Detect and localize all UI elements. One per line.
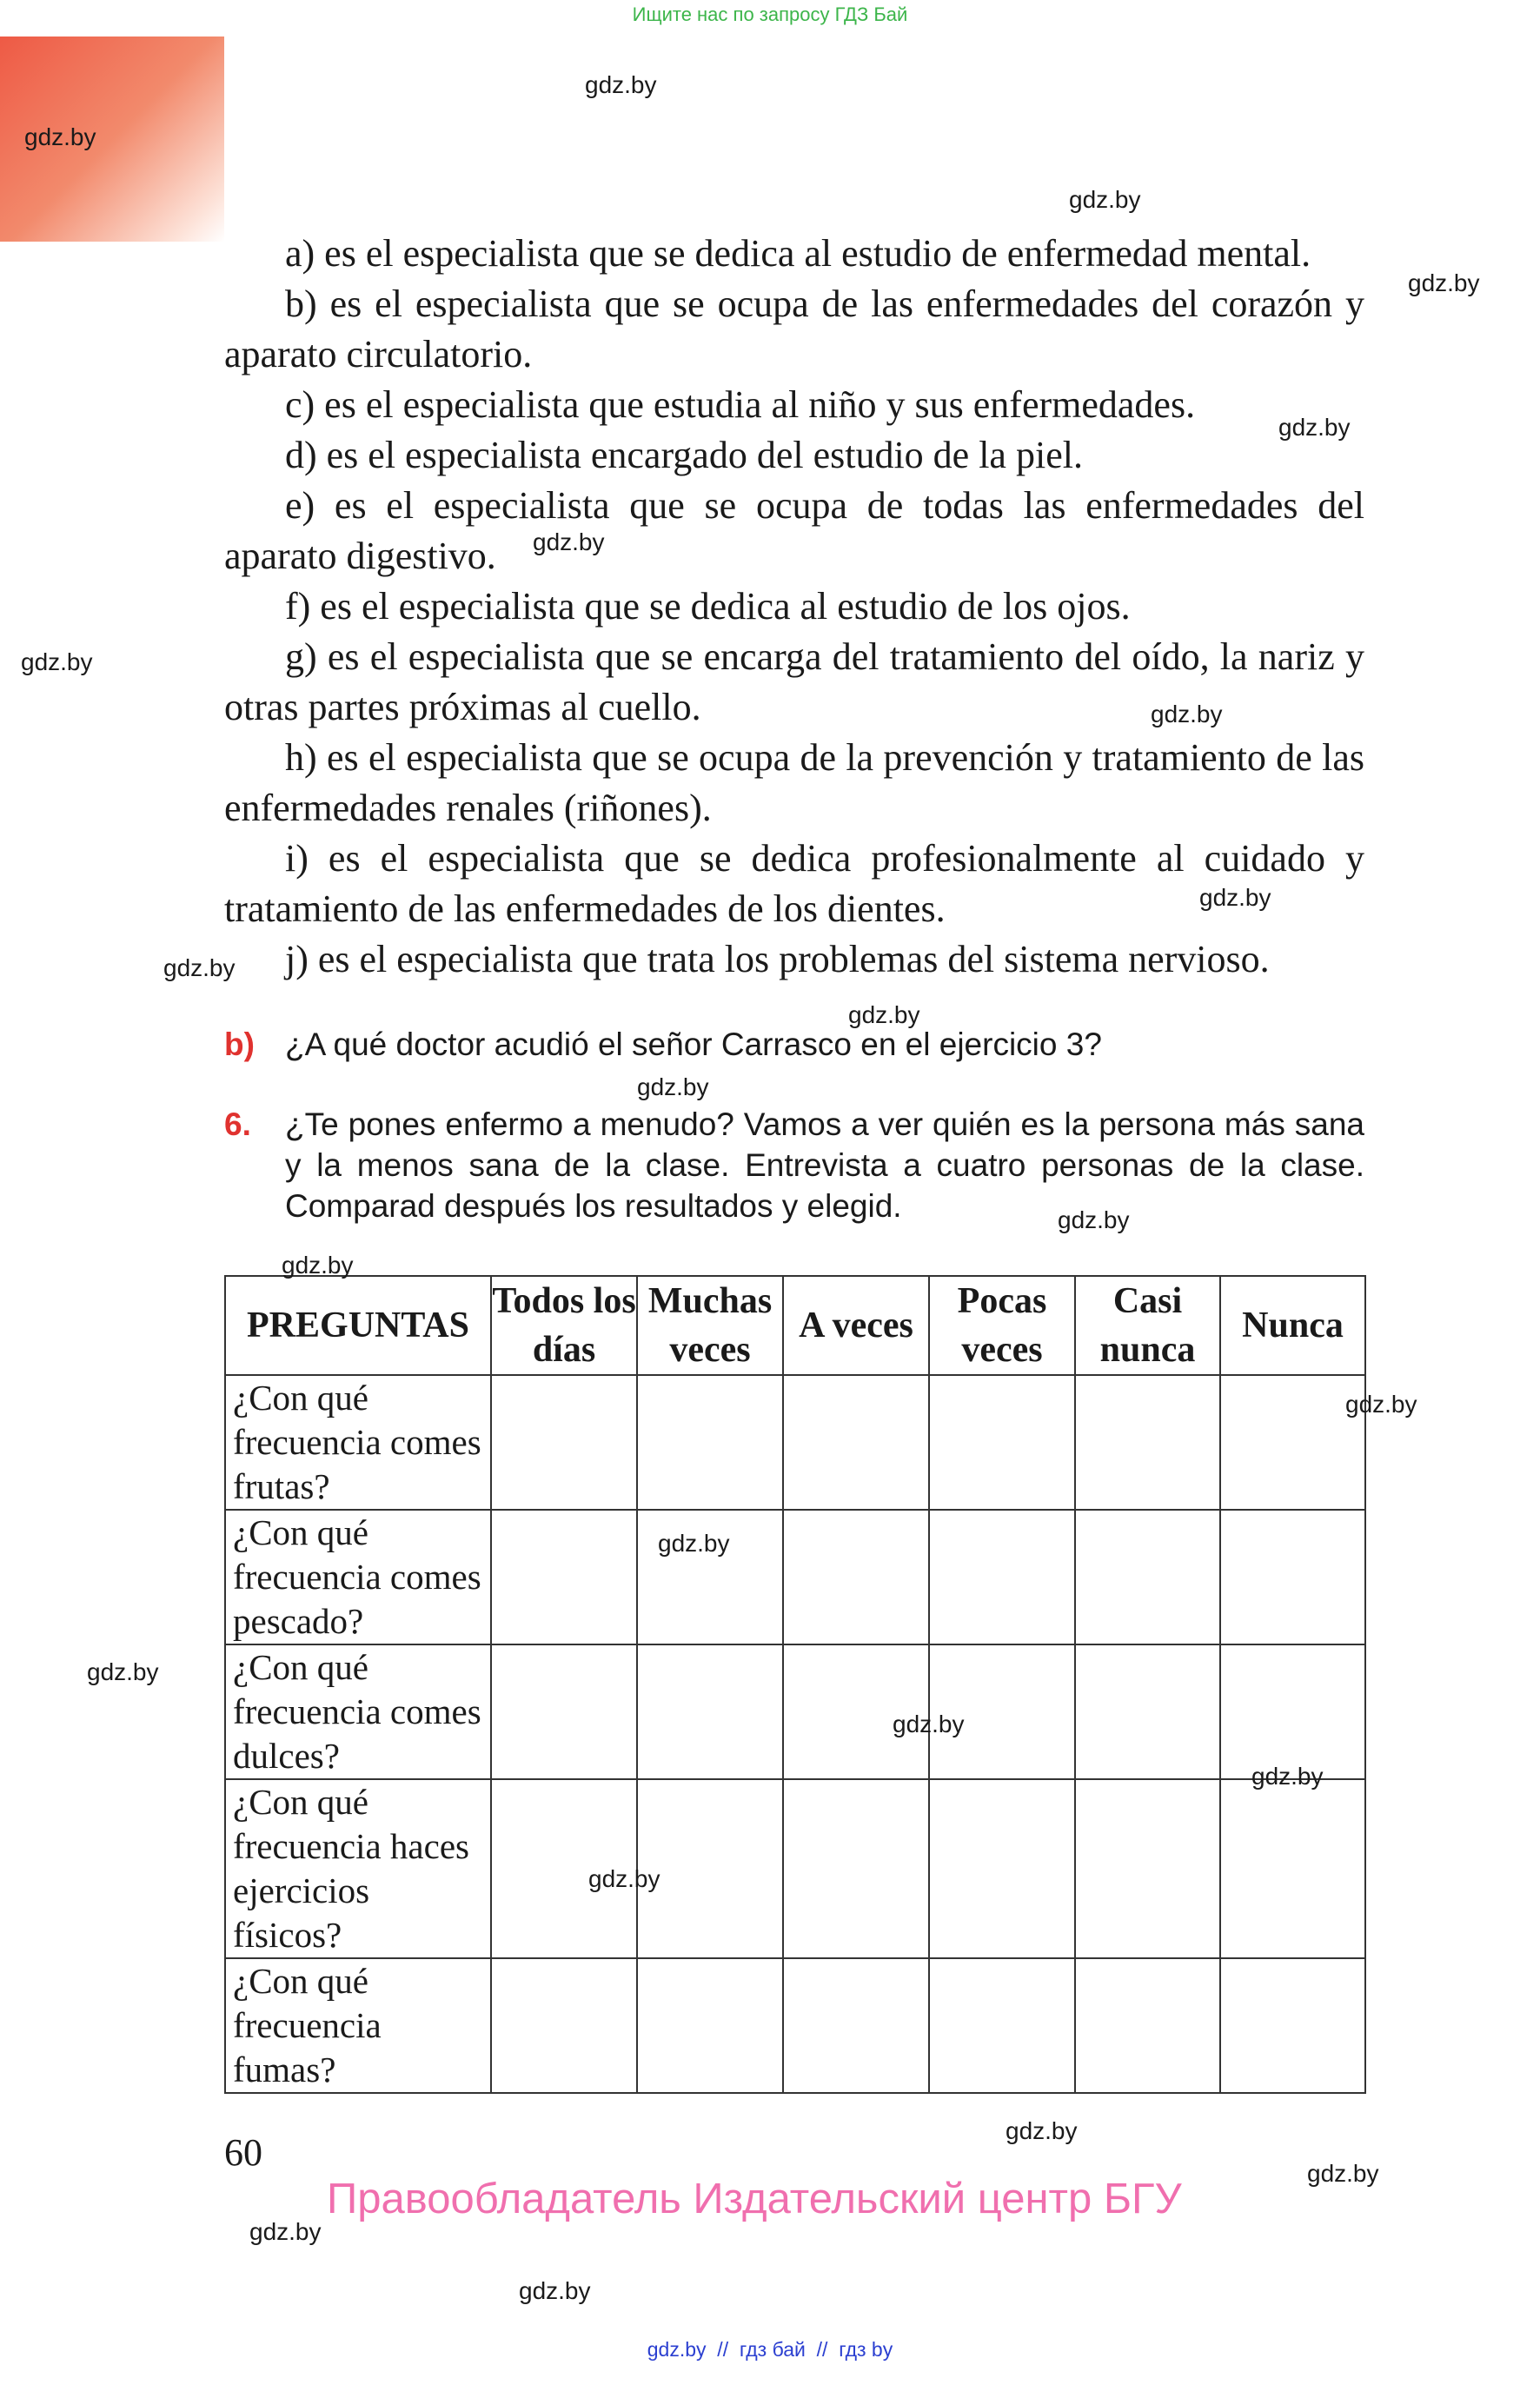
- watermark: gdz.by: [637, 1073, 709, 1100]
- answer-cell[interactable]: [491, 1644, 637, 1779]
- table-row: [225, 1510, 1365, 1644]
- watermark: gdz.by: [1345, 1391, 1417, 1418]
- watermark: gdz.by: [585, 71, 657, 98]
- watermark: gdz.by: [658, 1530, 730, 1557]
- header-todos-los-dias: Todos los días: [491, 1276, 637, 1375]
- question-dulces: ¿Con qué frecuencia comes dulces?: [225, 1644, 491, 1779]
- definition-f: f) es el especialista que se dedica al estudio de los ojos.: [285, 585, 1131, 628]
- answer-cell[interactable]: [929, 1510, 1075, 1644]
- definition-h: h) es el especialista que se ocupa de la prevención y tratamiento de las enfermedades renales (riñones).: [224, 736, 1364, 829]
- task-b-label: b): [224, 1026, 255, 1062]
- definition-b: b) es el especialista que se ocupa de las enfermedades del corazón y aparato circulatorio.: [224, 282, 1364, 375]
- answer-cell[interactable]: [491, 1375, 637, 1510]
- task-6-label: 6.: [224, 1106, 251, 1142]
- answer-cell[interactable]: [929, 1958, 1075, 2093]
- answer-cell[interactable]: [1075, 1375, 1220, 1510]
- page-number: 60: [224, 2131, 262, 2174]
- definition-i: i) es el especialista que se dedica profesionalmente al cuidado y tratamiento de las enfermedades de los dientes.: [224, 837, 1364, 930]
- answer-cell[interactable]: [929, 1375, 1075, 1510]
- answer-cell[interactable]: [1220, 1375, 1365, 1510]
- watermark: gdz.by: [1278, 414, 1351, 441]
- watermark: gdz.by: [249, 2218, 322, 2245]
- answer-cell[interactable]: [1075, 1779, 1220, 1958]
- question-pescado: ¿Con qué frecuencia comes pescado?: [225, 1510, 491, 1644]
- answer-cell[interactable]: [1075, 1510, 1220, 1644]
- task-6-text: ¿Te pones enfermo a menudo? Vamos a ver quién es la persona más sana y la menos sana de la clase. Entrevista a cuatro personas de la clase. Comparad después los resultados y elegid.: [285, 1106, 1364, 1224]
- task-b: [224, 1024, 1364, 1065]
- watermark: gdz.by: [24, 123, 96, 150]
- table-header-row: [225, 1276, 1365, 1375]
- header-a-veces: A veces: [783, 1276, 929, 1375]
- watermark: gdz.by: [1251, 1763, 1324, 1790]
- question-fumas: ¿Con qué frecuencia fumas?: [225, 1958, 491, 2093]
- answer-cell[interactable]: [1220, 1644, 1365, 1779]
- watermark: gdz.by: [163, 954, 236, 981]
- answer-cell[interactable]: [491, 1958, 637, 2093]
- watermark: gdz.by: [1058, 1206, 1130, 1233]
- answer-cell[interactable]: [783, 1375, 929, 1510]
- answer-cell[interactable]: [783, 1779, 929, 1958]
- question-ejercicios: ¿Con qué frecuencia haces ejercicios físicos?: [225, 1779, 491, 1958]
- watermark: gdz.by: [1151, 701, 1223, 727]
- definition-d: d) es el especialista encargado del estudio de la piel.: [285, 434, 1083, 476]
- answer-cell[interactable]: [929, 1779, 1075, 1958]
- answer-cell[interactable]: [637, 1644, 783, 1779]
- answer-cell[interactable]: [1075, 1958, 1220, 2093]
- definition-a: a) es el especialista que se dedica al estudio de enfermedad mental.: [285, 232, 1311, 275]
- answer-cell[interactable]: [1220, 1779, 1365, 1958]
- answer-cell[interactable]: [1220, 1958, 1365, 2093]
- definition-j: j) es el especialista que trata los problemas del sistema nervioso.: [285, 938, 1270, 980]
- watermark: gdz.by: [1408, 269, 1480, 296]
- rights-holder: Правообладатель Издательский центр БГУ: [327, 2176, 1182, 2222]
- question-frutas: ¿Con qué frecuencia comes frutas?: [225, 1375, 491, 1510]
- header-casi-nunca: Casi nunca: [1075, 1276, 1220, 1375]
- watermark: gdz.by: [893, 1711, 965, 1737]
- definition-g: g) es el especialista que se encarga del tratamiento del oído, la nariz y otras partes próximas al cuello.: [224, 635, 1364, 728]
- answer-cell[interactable]: [637, 1958, 783, 2093]
- definitions-list: [224, 229, 1364, 985]
- definition-c: c) es el especialista que estudia al niño y sus enfermedades.: [285, 383, 1196, 426]
- watermark: gdz.by: [1199, 884, 1271, 911]
- answer-cell[interactable]: [637, 1375, 783, 1510]
- header-nunca: Nunca: [1220, 1276, 1365, 1375]
- watermark: gdz.by: [848, 1001, 920, 1028]
- top-banner[interactable]: Ищите нас по запросу ГДЗ Бай: [632, 3, 908, 25]
- footer-links[interactable]: gdz.by // гдз бай // гдз by: [647, 2338, 893, 2361]
- task-6: [224, 1104, 1364, 1226]
- header-preguntas: PREGUNTAS: [225, 1276, 491, 1375]
- header-muchas-veces: Muchas veces: [637, 1276, 783, 1375]
- table-row: [225, 1375, 1365, 1510]
- definition-e: e) es el especialista que se ocupa de todas las enfermedades del aparato digestivo.: [224, 484, 1364, 577]
- table-row: [225, 1779, 1365, 1958]
- watermark: gdz.by: [21, 648, 93, 675]
- answer-cell[interactable]: [783, 1510, 929, 1644]
- table-row: [225, 1644, 1365, 1779]
- watermark: gdz.by: [1307, 2160, 1379, 2187]
- watermark: gdz.by: [588, 1865, 660, 1892]
- task-b-text: ¿A qué doctor acudió el señor Carrasco en el ejercicio 3?: [285, 1026, 1102, 1062]
- table-row: [225, 1958, 1365, 2093]
- header-pocas-veces: Pocas veces: [929, 1276, 1075, 1375]
- watermark: gdz.by: [1069, 186, 1141, 213]
- answer-cell[interactable]: [491, 1510, 637, 1644]
- watermark: gdz.by: [533, 528, 605, 555]
- watermark: gdz.by: [519, 2277, 591, 2304]
- answer-cell[interactable]: [1075, 1644, 1220, 1779]
- survey-table: [224, 1275, 1366, 2094]
- watermark: gdz.by: [87, 1658, 159, 1685]
- watermark: gdz.by: [1006, 2117, 1078, 2144]
- answer-cell[interactable]: [1220, 1510, 1365, 1644]
- watermark: gdz.by: [282, 1252, 354, 1279]
- answer-cell[interactable]: [783, 1958, 929, 2093]
